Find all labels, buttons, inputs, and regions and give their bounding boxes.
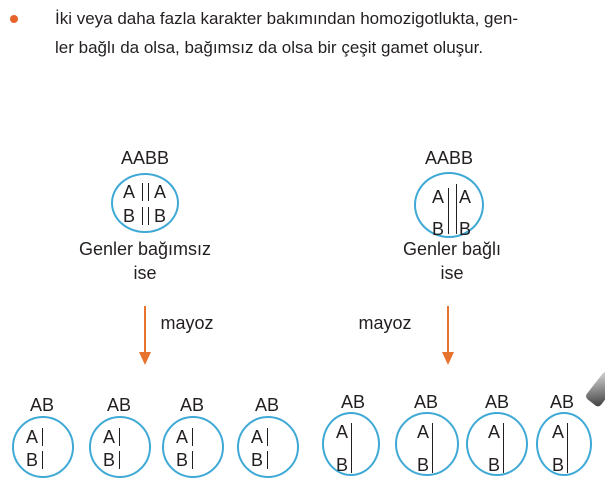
right-parent-cell [414,172,484,238]
right-caption-line-1: Genler bağlı [402,239,502,259]
right-gamete-3-top: A [488,422,501,442]
right-gamete-4-top: A [552,422,565,442]
left-parent-cell [111,173,179,233]
left-gamete-3-label: AB [179,395,205,415]
right-allele-bottom-left: B [432,219,445,239]
left-allele-top-right: A [154,182,167,202]
left-gamete-2-cell [89,416,151,478]
left-gamete-4-label: AB [254,395,280,415]
left-allele-bottom-left: B [123,206,136,226]
left-arrow-head-icon [139,352,151,365]
left-chromosome-4-lower [148,207,149,225]
right-gamete-3-cell [466,412,528,476]
right-gamete-4-bottom: B [552,455,565,475]
left-gamete-4-chromosome-lower [267,451,268,469]
left-gamete-1-chromosome-upper [42,428,43,446]
right-allele-top-right: A [459,187,472,207]
left-gamete-1-bottom: B [26,450,39,470]
left-gamete-4-chromosome-upper [267,428,268,446]
right-gamete-2-chromosome [432,423,433,473]
right-allele-bottom-right: B [459,219,472,239]
left-allele-top-left: A [123,182,136,202]
right-gamete-4-label: AB [549,392,575,412]
right-genotype-label: AABB [424,148,474,168]
right-arrow-head-icon [442,352,454,365]
right-gamete-2-top: A [417,422,430,442]
left-gamete-3-chromosome-lower [192,451,193,469]
left-gamete-2-chromosome-upper [119,428,120,446]
right-chromosome-2 [456,184,457,234]
left-process-label: mayoz [160,313,214,333]
left-chromosome-1-upper [142,183,143,201]
right-gamete-1-cell [322,412,380,476]
right-process-label: mayoz [358,313,412,333]
left-chromosome-3-lower [142,207,143,225]
right-gamete-2-label: AB [413,392,439,412]
left-gamete-3-cell [162,416,224,478]
left-caption-line-1: Genler bağımsız [78,239,212,259]
left-gamete-4-cell [237,416,299,478]
right-gamete-1-bottom: B [336,455,349,475]
left-gamete-3-bottom: B [176,450,189,470]
left-gamete-2-chromosome-lower [119,451,120,469]
intro-line-2: ler bağlı da olsa, bağımsız da olsa bir çeşit gamet oluşur. [55,38,484,57]
left-gamete-2-top: A [103,427,116,447]
bullet-icon [10,15,18,23]
right-arrow-shaft [447,306,449,354]
left-chromosome-2-upper [148,183,149,201]
pen-icon [584,370,605,408]
right-gamete-3-label: AB [484,392,510,412]
left-gamete-2-bottom: B [103,450,116,470]
intro-line-1: İki veya daha fazla karakter bakımından homozigotlukta, gen- [55,9,519,28]
left-genotype-label: AABB [120,148,170,168]
left-allele-bottom-right: B [154,206,167,226]
right-gamete-4-cell [536,412,592,476]
right-gamete-1-label: AB [340,392,366,412]
right-gamete-1-top: A [336,422,349,442]
left-gamete-1-cell [12,416,74,478]
left-gamete-3-top: A [176,427,189,447]
right-gamete-2-bottom: B [417,455,430,475]
left-gamete-3-chromosome-upper [192,428,193,446]
right-chromosome-1 [448,188,449,234]
left-gamete-4-bottom: B [251,450,264,470]
right-gamete-2-cell [395,412,459,476]
left-gamete-1-top: A [26,427,39,447]
right-allele-top-left: A [432,187,445,207]
right-caption-line-2: ise [440,263,464,283]
left-arrow-shaft [144,306,146,354]
left-gamete-1-chromosome-lower [42,451,43,469]
right-gamete-3-chromosome [503,423,504,473]
left-gamete-1-label: AB [29,395,55,415]
left-caption-line-2: ise [133,263,157,283]
left-gamete-4-top: A [251,427,264,447]
right-gamete-1-chromosome [351,423,352,473]
left-gamete-2-label: AB [106,395,132,415]
right-gamete-4-chromosome [567,423,568,473]
intro-paragraph [55,4,595,62]
right-gamete-3-bottom: B [488,455,501,475]
